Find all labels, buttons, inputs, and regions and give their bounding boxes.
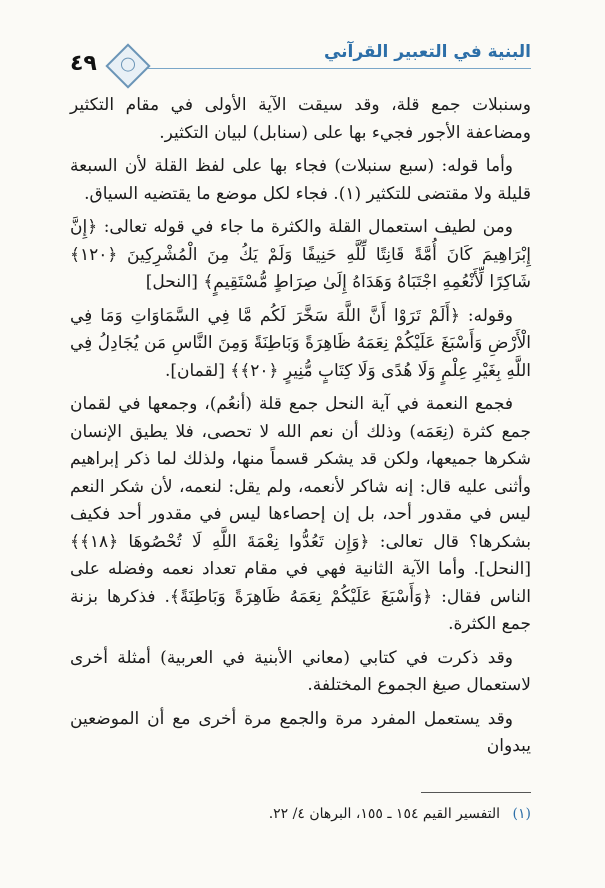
paragraph-4: وقوله: ﴿أَلَمْ تَرَوْا أَنَّ اللَّهَ سَخَّرَ لَكُم مَّا فِي السَّمَاوَاتِ وَمَا فِي الْأَرْضِ وَأَسْبَغَ عَلَيْكُمْ نِعَمَهُ ظَاهِرَةً وَبَاطِنَةً وَمِنَ النَّاسِ مَن يُجَادِلُ فِي اللَّهِ بِغَيْرِ عِلْمٍ وَلَا هُدًى وَلَا كِتَابٍ مُّنِيرٍ ﴿٢٠﴾﴾ [لقمان]. xyxy=(70,305,531,381)
footnote-rule xyxy=(421,792,531,793)
page-number-block xyxy=(70,46,150,82)
footnote xyxy=(70,806,531,822)
header-rule xyxy=(130,68,531,69)
ornament-icon xyxy=(105,43,150,88)
footnote-text: التفسير القيم ١٥٤ ـ ١٥٥، البرهان ٤/ ٢٢. xyxy=(268,806,501,822)
paragraph-1: وسنبلات جمع قلة، وقد سيقت الآية الأولى في مقام التكثير ومضاعفة الأجور فجيء بها على (سنابل) لبيان التكثير. xyxy=(70,95,531,143)
paragraph-5: فجمع النعمة في آية النحل جمع قلة (أنعُم)، وجمعها في لقمان جمع كثرة (نِعَمَه) وذلك أن نعم الله لا تحصى، فلا يطيق الإنسان شكرها جميعها، ولكن قد يشكر قسماً منها، ولذلك لما ذكر إبراهيم وأثنى عليه قال: إنه شاكر لأنعمه، ولم يقل: لنعمه، لأن شكر النعم ليس في مقدور أحد، بل إن إحصاءها ليس في مقدور أحد فكيف بشكرها؟ قال تعالى: ﴿وَإِن تَعُدُّوا نِعْمَةَ اللَّهِ لَا تُحْصُوهَا ﴿١٨﴾﴾ [النحل]. وأما الآية الثانية فهي في مقام تعداد نعمه وفضله على الناس فقال: ﴿وَأَسْبَغَ عَلَيْكُمْ نِعَمَهُ ظَاهِرَةً وَبَاطِنَةً﴾. فذكرها بزنة جمع الكثرة. xyxy=(70,394,531,634)
paragraph-2: وأما قوله: (سبع سنبلات) فجاء بها على لفظ القلة لأن السبعة قليلة ولا مقتضى للتكثير (١). فجاء لكل موضع ما يقتضيه السياق. xyxy=(70,156,531,204)
paragraph-7: وقد يستعمل المفرد مرة والجمع مرة أخرى مع أن الموضعين يبدوان xyxy=(70,708,531,756)
paragraph-6: وقد ذكرت في كتابي (معاني الأبنية في العربية) أمثلة أخرى لاستعمال صيغ الجموع المختلفة. xyxy=(70,647,531,695)
footnote-marker: (١) xyxy=(512,806,531,822)
paragraph-3: ومن لطيف استعمال القلة والكثرة ما جاء في قوله تعالى: ﴿إِنَّ إِبْرَاهِيمَ كَانَ أُمَّةً قَانِتًا لِّلَّهِ حَنِيفًا وَلَمْ يَكُ مِنَ الْمُشْرِكِينَ ﴿١٢٠﴾ شَاكِرًا لِّأَنْعُمِهِ اجْتَبَاهُ وَهَدَاهُ إِلَىٰ صِرَاطٍ مُّسْتَقِيمٍ﴾ [النحل] xyxy=(70,217,531,292)
running-title: البنية في التعبير القرآني xyxy=(323,42,531,62)
page-number: ٤٩ xyxy=(70,51,97,76)
body-text xyxy=(70,92,531,767)
page-header xyxy=(70,38,531,98)
